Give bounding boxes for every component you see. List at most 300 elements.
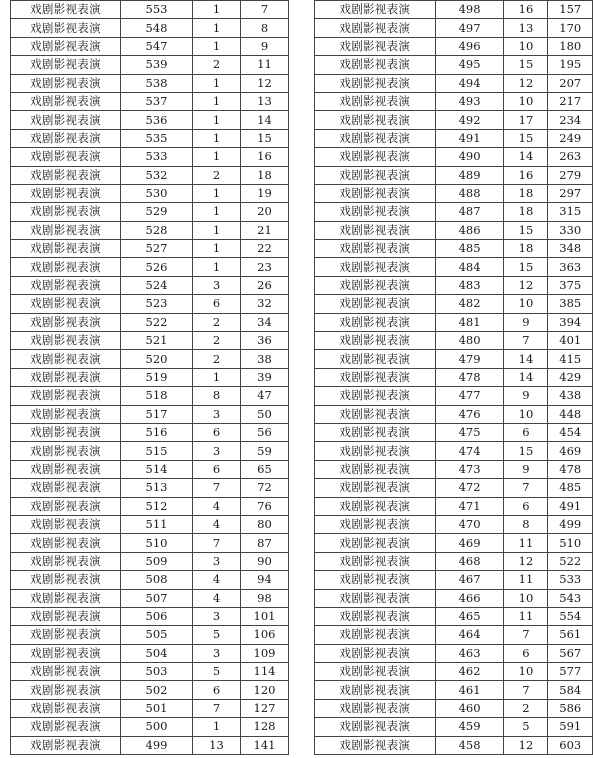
cumulative-cell: 26 (241, 276, 289, 294)
score-cell: 469 (435, 534, 504, 552)
count-cell: 3 (193, 442, 241, 460)
cumulative-cell: 263 (548, 148, 593, 166)
cumulative-cell: 454 (548, 423, 593, 441)
table-row (11, 589, 289, 607)
table-row (11, 19, 289, 37)
major-cell: 戏剧影视表演 (11, 203, 121, 221)
count-cell: 8 (193, 387, 241, 405)
table-row (315, 718, 593, 736)
major-cell: 戏剧影视表演 (315, 332, 436, 350)
table-row (11, 111, 289, 129)
major-cell: 戏剧影视表演 (11, 111, 121, 129)
score-cell: 533 (121, 148, 193, 166)
score-cell: 538 (121, 74, 193, 92)
cumulative-cell: 120 (241, 681, 289, 699)
count-cell: 1 (193, 111, 241, 129)
count-cell: 2 (193, 56, 241, 74)
count-cell: 11 (504, 534, 548, 552)
major-cell: 戏剧影视表演 (315, 313, 436, 331)
cumulative-cell: 577 (548, 663, 593, 681)
count-cell: 16 (504, 1, 548, 19)
cumulative-cell: 195 (548, 56, 593, 74)
table-row (11, 442, 289, 460)
score-cell: 477 (435, 387, 504, 405)
score-cell: 528 (121, 221, 193, 239)
score-cell: 536 (121, 111, 193, 129)
count-cell: 12 (504, 552, 548, 570)
table-row (11, 350, 289, 368)
score-cell: 539 (121, 56, 193, 74)
cumulative-cell: 109 (241, 644, 289, 662)
table-row (315, 92, 593, 110)
major-cell: 戏剧影视表演 (11, 313, 121, 331)
score-cell: 465 (435, 607, 504, 625)
count-cell: 11 (504, 607, 548, 625)
count-cell: 15 (504, 129, 548, 147)
table-row (315, 405, 593, 423)
count-cell: 6 (193, 681, 241, 699)
table-row (11, 368, 289, 386)
cumulative-cell: 561 (548, 626, 593, 644)
cumulative-cell: 478 (548, 460, 593, 478)
count-cell: 10 (504, 92, 548, 110)
count-cell: 6 (504, 497, 548, 515)
cumulative-cell: 34 (241, 313, 289, 331)
score-cell: 535 (121, 129, 193, 147)
score-cell: 496 (435, 37, 504, 55)
count-cell: 2 (193, 350, 241, 368)
cumulative-cell: 101 (241, 607, 289, 625)
score-cell: 508 (121, 571, 193, 589)
table-row (315, 699, 593, 717)
table-row (11, 626, 289, 644)
count-cell: 18 (504, 240, 548, 258)
table-row (11, 681, 289, 699)
major-cell: 戏剧影视表演 (315, 295, 436, 313)
major-cell: 戏剧影视表演 (11, 387, 121, 405)
count-cell: 1 (193, 240, 241, 258)
count-cell: 10 (504, 663, 548, 681)
score-cell: 520 (121, 350, 193, 368)
score-cell: 490 (435, 148, 504, 166)
count-cell: 5 (193, 626, 241, 644)
table-row (11, 497, 289, 515)
count-cell: 10 (504, 295, 548, 313)
table-row (11, 37, 289, 55)
table-row (11, 534, 289, 552)
score-cell: 487 (435, 203, 504, 221)
major-cell: 戏剧影视表演 (315, 184, 436, 202)
table-row (315, 129, 593, 147)
major-cell: 戏剧影视表演 (315, 129, 436, 147)
table-row (315, 166, 593, 184)
score-cell: 481 (435, 313, 504, 331)
count-cell: 7 (504, 479, 548, 497)
score-cell: 478 (435, 368, 504, 386)
cumulative-cell: 38 (241, 350, 289, 368)
count-cell: 1 (193, 148, 241, 166)
cumulative-cell: 363 (548, 258, 593, 276)
major-cell: 戏剧影视表演 (315, 626, 436, 644)
score-table-right-body (315, 1, 593, 755)
count-cell: 3 (193, 276, 241, 294)
table-row (315, 19, 593, 37)
table-row (315, 460, 593, 478)
major-cell: 戏剧影视表演 (315, 203, 436, 221)
cumulative-cell: 510 (548, 534, 593, 552)
major-cell: 戏剧影视表演 (315, 221, 436, 239)
table-row (11, 1, 289, 19)
table-row (11, 736, 289, 754)
count-cell: 1 (193, 368, 241, 386)
table-row (11, 56, 289, 74)
score-table-left (10, 0, 289, 755)
score-cell: 515 (121, 442, 193, 460)
table-row (11, 387, 289, 405)
major-cell: 戏剧影视表演 (11, 92, 121, 110)
count-cell: 2 (504, 699, 548, 717)
table-row (11, 129, 289, 147)
count-cell: 3 (193, 644, 241, 662)
major-cell: 戏剧影视表演 (11, 534, 121, 552)
score-cell: 530 (121, 184, 193, 202)
major-cell: 戏剧影视表演 (11, 276, 121, 294)
cumulative-cell: 114 (241, 663, 289, 681)
score-cell: 503 (121, 663, 193, 681)
table-row (11, 460, 289, 478)
score-cell: 505 (121, 626, 193, 644)
table-row (11, 552, 289, 570)
count-cell: 7 (504, 626, 548, 644)
score-table-right (314, 0, 593, 755)
table-row (315, 276, 593, 294)
score-cell: 506 (121, 607, 193, 625)
score-cell: 523 (121, 295, 193, 313)
score-cell: 491 (435, 129, 504, 147)
major-cell: 戏剧影视表演 (11, 497, 121, 515)
score-cell: 482 (435, 295, 504, 313)
major-cell: 戏剧影视表演 (11, 368, 121, 386)
table-row (315, 350, 593, 368)
major-cell: 戏剧影视表演 (315, 368, 436, 386)
table-row (11, 332, 289, 350)
major-cell: 戏剧影视表演 (11, 552, 121, 570)
cumulative-cell: 59 (241, 442, 289, 460)
cumulative-cell: 469 (548, 442, 593, 460)
cumulative-cell: 207 (548, 74, 593, 92)
major-cell: 戏剧影视表演 (315, 663, 436, 681)
count-cell: 6 (504, 423, 548, 441)
table-row (315, 184, 593, 202)
major-cell: 戏剧影视表演 (11, 129, 121, 147)
cumulative-cell: 297 (548, 184, 593, 202)
major-cell: 戏剧影视表演 (315, 92, 436, 110)
table-row (11, 203, 289, 221)
major-cell: 戏剧影视表演 (11, 221, 121, 239)
major-cell: 戏剧影视表演 (11, 405, 121, 423)
count-cell: 9 (504, 460, 548, 478)
cumulative-cell: 47 (241, 387, 289, 405)
count-cell: 12 (504, 736, 548, 754)
cumulative-cell: 522 (548, 552, 593, 570)
cumulative-cell: 415 (548, 350, 593, 368)
score-cell: 497 (435, 19, 504, 37)
score-cell: 537 (121, 92, 193, 110)
cumulative-cell: 23 (241, 258, 289, 276)
count-cell: 5 (193, 663, 241, 681)
count-cell: 15 (504, 221, 548, 239)
table-row (315, 626, 593, 644)
table-row (315, 607, 593, 625)
count-cell: 1 (193, 74, 241, 92)
count-cell: 17 (504, 111, 548, 129)
table-row (315, 552, 593, 570)
table-row (315, 332, 593, 350)
score-cell: 475 (435, 423, 504, 441)
cumulative-cell: 554 (548, 607, 593, 625)
cumulative-cell: 485 (548, 479, 593, 497)
count-cell: 10 (504, 405, 548, 423)
score-cell: 494 (435, 74, 504, 92)
major-cell: 戏剧影视表演 (11, 184, 121, 202)
count-cell: 16 (504, 166, 548, 184)
major-cell: 戏剧影视表演 (315, 718, 436, 736)
score-cell: 492 (435, 111, 504, 129)
table-row (315, 37, 593, 55)
major-cell: 戏剧影视表演 (315, 607, 436, 625)
count-cell: 9 (504, 313, 548, 331)
score-cell: 462 (435, 663, 504, 681)
cumulative-cell: 80 (241, 515, 289, 533)
cumulative-cell: 249 (548, 129, 593, 147)
major-cell: 戏剧影视表演 (315, 240, 436, 258)
count-cell: 10 (504, 589, 548, 607)
table-row (315, 423, 593, 441)
cumulative-cell: 586 (548, 699, 593, 717)
table-row (315, 148, 593, 166)
count-cell: 18 (504, 184, 548, 202)
count-cell: 1 (193, 718, 241, 736)
count-cell: 9 (504, 387, 548, 405)
count-cell: 1 (193, 221, 241, 239)
score-cell: 484 (435, 258, 504, 276)
major-cell: 戏剧影视表演 (315, 497, 436, 515)
table-row (11, 663, 289, 681)
cumulative-cell: 16 (241, 148, 289, 166)
cumulative-cell: 14 (241, 111, 289, 129)
count-cell: 8 (504, 515, 548, 533)
major-cell: 戏剧影视表演 (11, 148, 121, 166)
count-cell: 13 (504, 19, 548, 37)
cumulative-cell: 375 (548, 276, 593, 294)
major-cell: 戏剧影视表演 (11, 240, 121, 258)
table-row (315, 313, 593, 331)
count-cell: 4 (193, 497, 241, 515)
table-row (11, 718, 289, 736)
score-cell: 512 (121, 497, 193, 515)
cumulative-cell: 90 (241, 552, 289, 570)
cumulative-cell: 141 (241, 736, 289, 754)
table-row (315, 56, 593, 74)
cumulative-cell: 56 (241, 423, 289, 441)
cumulative-cell: 180 (548, 37, 593, 55)
cumulative-cell: 429 (548, 368, 593, 386)
count-cell: 6 (193, 423, 241, 441)
count-cell: 14 (504, 148, 548, 166)
cumulative-cell: 499 (548, 515, 593, 533)
table-row (11, 92, 289, 110)
score-cell: 459 (435, 718, 504, 736)
score-cell: 463 (435, 644, 504, 662)
table-row (315, 295, 593, 313)
score-cell: 474 (435, 442, 504, 460)
table-row (315, 681, 593, 699)
cumulative-cell: 39 (241, 368, 289, 386)
table-row (11, 166, 289, 184)
score-cell: 522 (121, 313, 193, 331)
table-row (11, 571, 289, 589)
score-cell: 500 (121, 718, 193, 736)
cumulative-cell: 217 (548, 92, 593, 110)
major-cell: 戏剧影视表演 (315, 111, 436, 129)
count-cell: 1 (193, 184, 241, 202)
count-cell: 15 (504, 442, 548, 460)
cumulative-cell: 157 (548, 1, 593, 19)
cumulative-cell: 591 (548, 718, 593, 736)
score-cell: 464 (435, 626, 504, 644)
major-cell: 戏剧影视表演 (11, 626, 121, 644)
table-row (315, 221, 593, 239)
score-cell: 476 (435, 405, 504, 423)
table-row (315, 442, 593, 460)
count-cell: 18 (504, 203, 548, 221)
cumulative-cell: 315 (548, 203, 593, 221)
cumulative-cell: 533 (548, 571, 593, 589)
table-row (11, 405, 289, 423)
table-row (11, 479, 289, 497)
count-cell: 3 (193, 405, 241, 423)
major-cell: 戏剧影视表演 (315, 515, 436, 533)
score-cell: 517 (121, 405, 193, 423)
cumulative-cell: 170 (548, 19, 593, 37)
score-cell: 502 (121, 681, 193, 699)
count-cell: 15 (504, 56, 548, 74)
major-cell: 戏剧影视表演 (315, 423, 436, 441)
cumulative-cell: 19 (241, 184, 289, 202)
count-cell: 7 (193, 699, 241, 717)
table-row (315, 497, 593, 515)
major-cell: 戏剧影视表演 (11, 663, 121, 681)
table-row (11, 148, 289, 166)
major-cell: 戏剧影视表演 (315, 460, 436, 478)
cumulative-cell: 330 (548, 221, 593, 239)
cumulative-cell: 127 (241, 699, 289, 717)
major-cell: 戏剧影视表演 (315, 19, 436, 37)
table-row (11, 74, 289, 92)
score-cell: 510 (121, 534, 193, 552)
cumulative-cell: 394 (548, 313, 593, 331)
table-row (11, 607, 289, 625)
count-cell: 14 (504, 368, 548, 386)
table-row (11, 240, 289, 258)
count-cell: 5 (504, 718, 548, 736)
cumulative-cell: 279 (548, 166, 593, 184)
cumulative-cell: 9 (241, 37, 289, 55)
table-row (315, 663, 593, 681)
count-cell: 1 (193, 129, 241, 147)
major-cell: 戏剧影视表演 (11, 699, 121, 717)
score-cell: 521 (121, 332, 193, 350)
cumulative-cell: 106 (241, 626, 289, 644)
table-row (11, 644, 289, 662)
count-cell: 1 (193, 19, 241, 37)
score-cell: 488 (435, 184, 504, 202)
score-cell: 470 (435, 515, 504, 533)
major-cell: 戏剧影视表演 (315, 1, 436, 19)
major-cell: 戏剧影视表演 (11, 571, 121, 589)
cumulative-cell: 8 (241, 19, 289, 37)
major-cell: 戏剧影视表演 (11, 718, 121, 736)
cumulative-cell: 543 (548, 589, 593, 607)
cumulative-cell: 22 (241, 240, 289, 258)
major-cell: 戏剧影视表演 (11, 607, 121, 625)
count-cell: 1 (193, 92, 241, 110)
table-row (315, 387, 593, 405)
count-cell: 6 (193, 295, 241, 313)
major-cell: 戏剧影视表演 (11, 479, 121, 497)
score-cell: 483 (435, 276, 504, 294)
major-cell: 戏剧影视表演 (11, 166, 121, 184)
table-row (315, 203, 593, 221)
cumulative-cell: 385 (548, 295, 593, 313)
major-cell: 戏剧影视表演 (315, 148, 436, 166)
score-cell: 460 (435, 699, 504, 717)
major-cell: 戏剧影视表演 (315, 589, 436, 607)
cumulative-cell: 32 (241, 295, 289, 313)
major-cell: 戏剧影视表演 (315, 681, 436, 699)
cumulative-cell: 234 (548, 111, 593, 129)
cumulative-cell: 50 (241, 405, 289, 423)
cumulative-cell: 448 (548, 405, 593, 423)
table-row (315, 534, 593, 552)
score-cell: 479 (435, 350, 504, 368)
count-cell: 1 (193, 258, 241, 276)
score-cell: 519 (121, 368, 193, 386)
count-cell: 6 (504, 644, 548, 662)
cumulative-cell: 567 (548, 644, 593, 662)
table-row (315, 1, 593, 19)
major-cell: 戏剧影视表演 (11, 515, 121, 533)
score-cell: 489 (435, 166, 504, 184)
cumulative-cell: 348 (548, 240, 593, 258)
score-cell: 511 (121, 515, 193, 533)
cumulative-cell: 21 (241, 221, 289, 239)
score-cell: 514 (121, 460, 193, 478)
table-row (11, 699, 289, 717)
count-cell: 2 (193, 313, 241, 331)
major-cell: 戏剧影视表演 (315, 405, 436, 423)
major-cell: 戏剧影视表演 (11, 644, 121, 662)
count-cell: 7 (193, 534, 241, 552)
major-cell: 戏剧影视表演 (11, 19, 121, 37)
major-cell: 戏剧影视表演 (11, 332, 121, 350)
table-row (315, 368, 593, 386)
table-row (315, 571, 593, 589)
score-cell: 458 (435, 736, 504, 754)
count-cell: 4 (193, 589, 241, 607)
score-cell: 524 (121, 276, 193, 294)
cumulative-cell: 12 (241, 74, 289, 92)
